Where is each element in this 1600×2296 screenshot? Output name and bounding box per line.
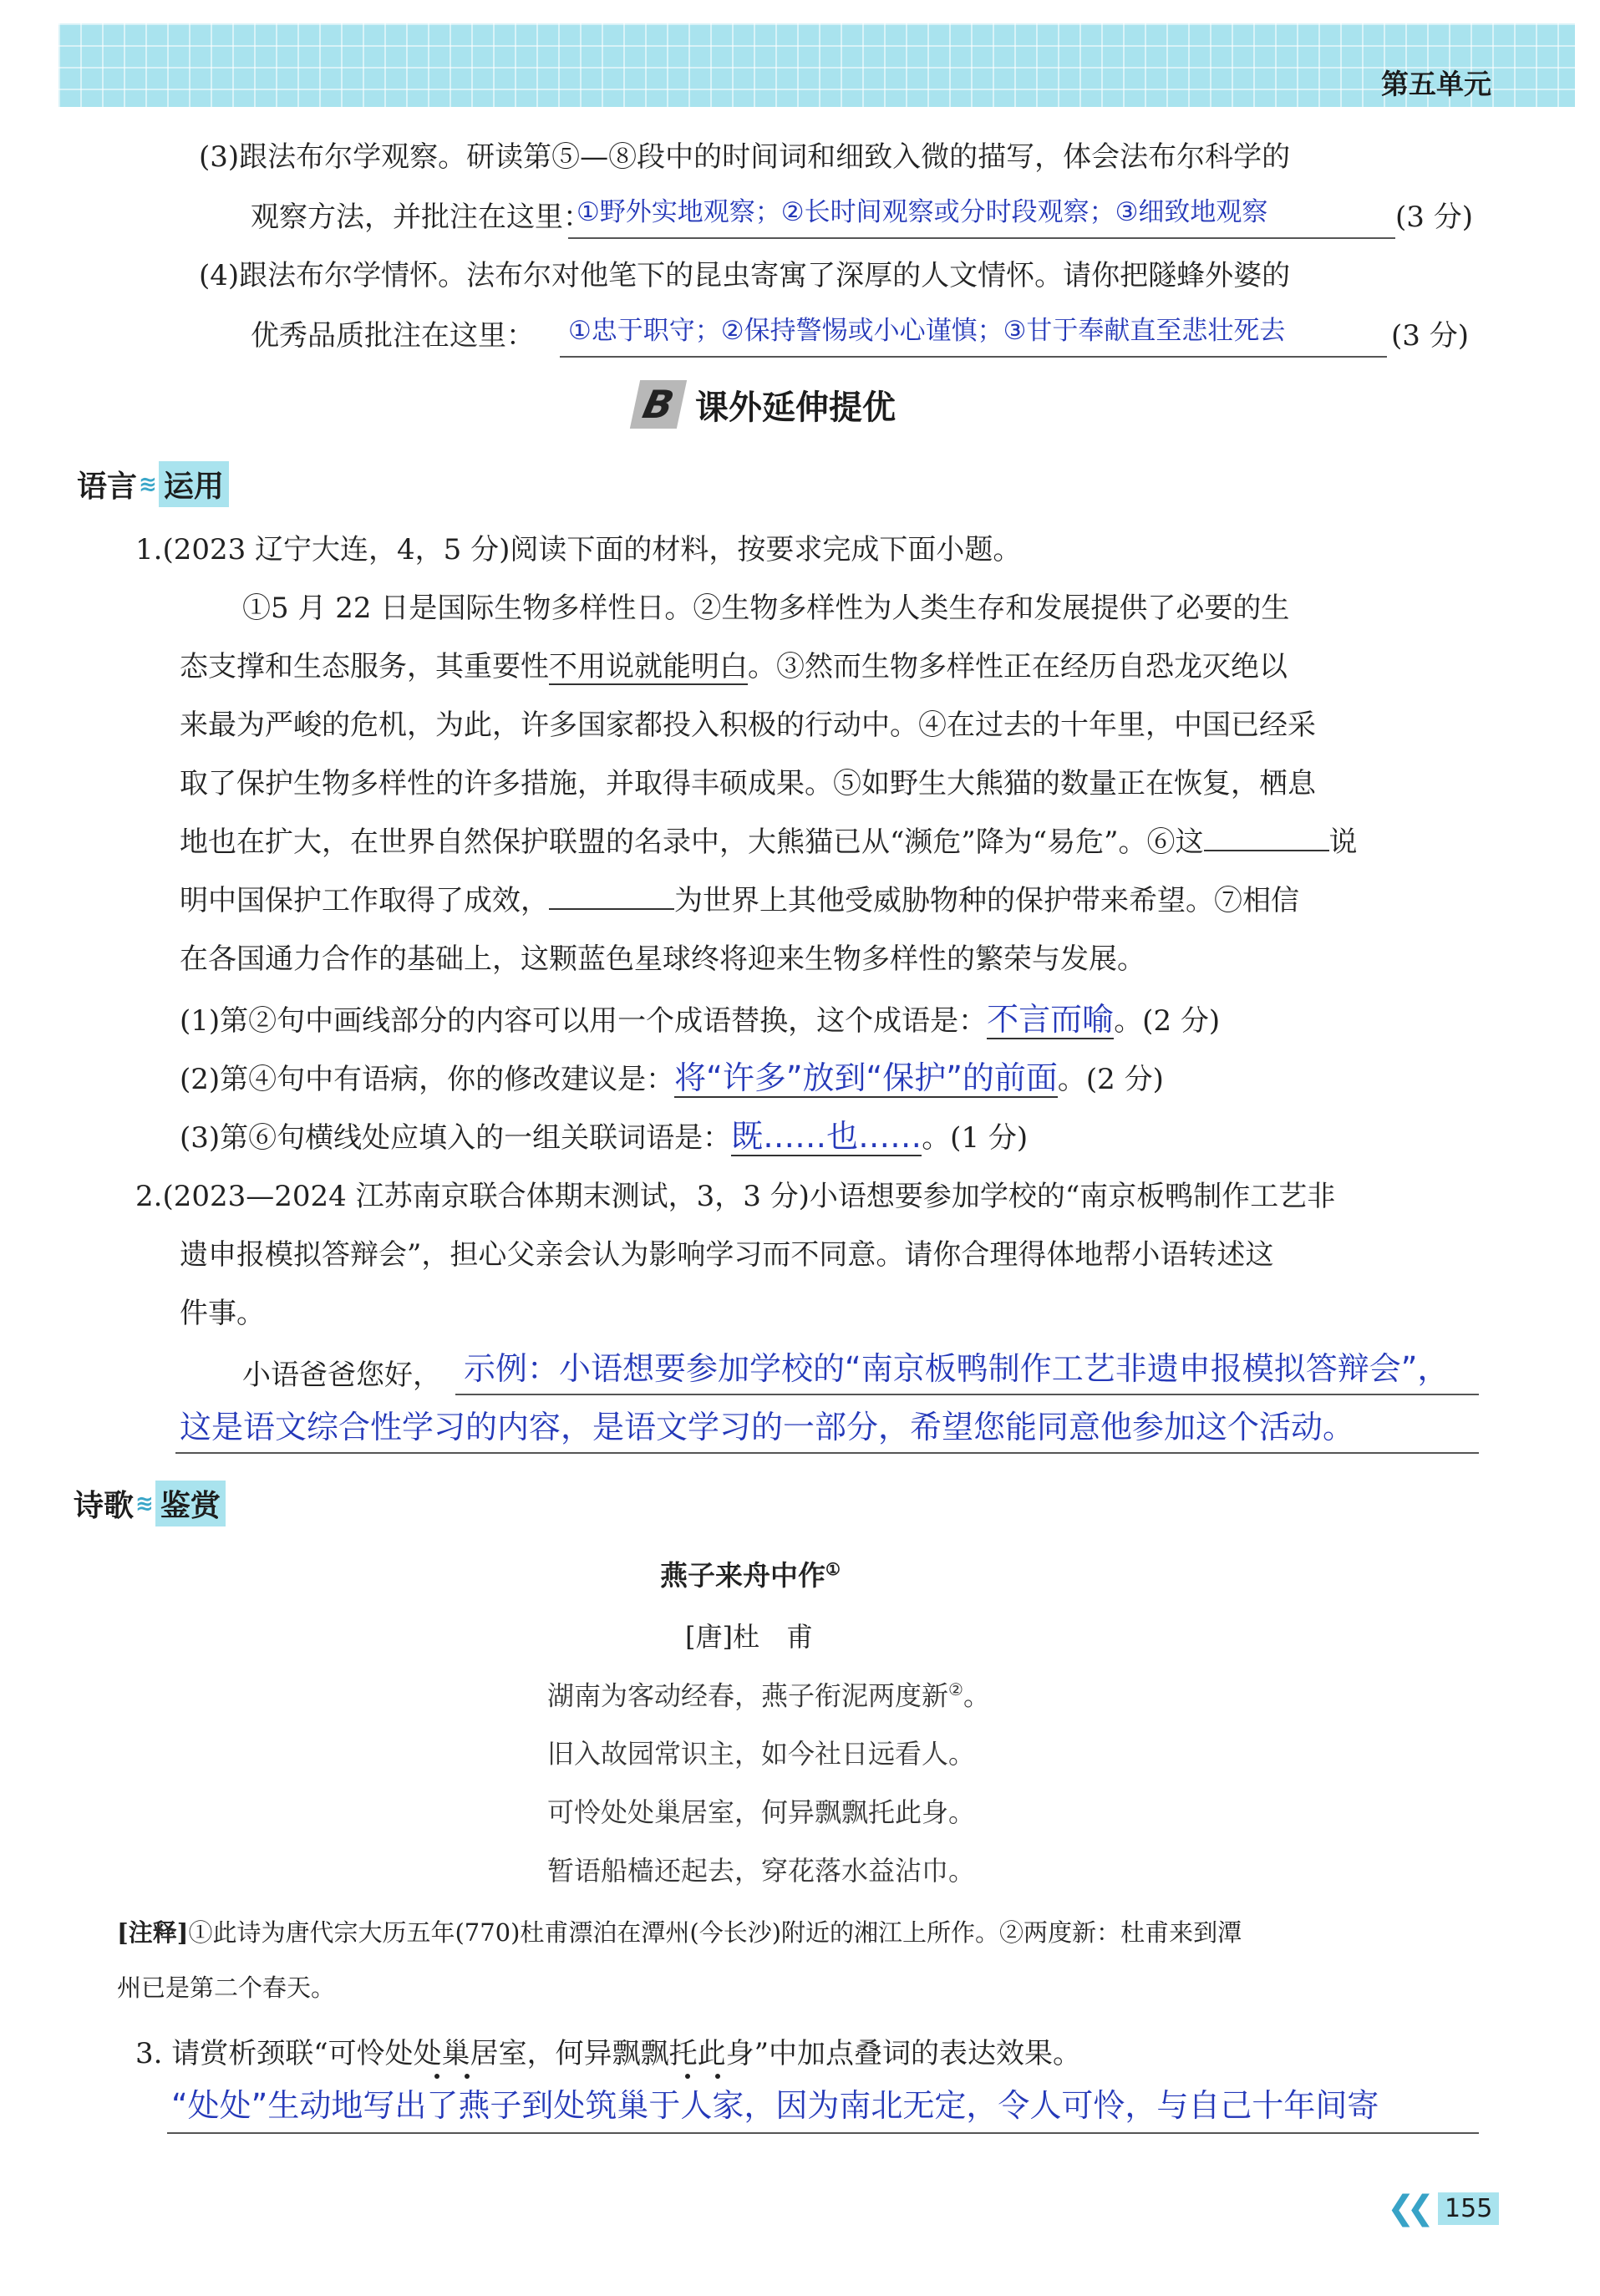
q1-para-line3: 来最为严峻的危机，为此，许多国家都投入积极的行动中。④在过去的十年里，中国已经采	[180, 709, 1316, 742]
poem-line3: 可怜处处巢居室，何异飘飘托此身。	[547, 1796, 976, 1828]
q2-answer-underline1	[455, 1394, 1479, 1395]
q2-greeting: 小语爸爸您好，	[242, 1359, 441, 1392]
q1-para-line2: 态支撑和生态服务，其重要性不用说就能明白。③然而生物多样性正在经历自恐龙灭绝以	[180, 650, 1288, 683]
blank-2	[549, 908, 674, 910]
q3-prompt-line1: (3)跟法布尔学观察。研读第⑤—⑧段中的时间词和细致入微的描写，体会法布尔科学的	[199, 140, 1291, 174]
poem-line4: 暂语船樯还起去，穿花落水益沾巾。	[547, 1855, 976, 1887]
wave-icon: ≋	[135, 1491, 154, 1516]
page-number-value: 155	[1438, 2192, 1499, 2225]
q2-line2: 遗申报模拟答辩会”，担心父亲会认为影响学习而不同意。请你合理得体地帮小语转述这	[180, 1238, 1274, 1272]
q3-answer-line	[568, 237, 1395, 239]
q1-sub3-answer: 既……也……	[731, 1118, 922, 1155]
q1-para-line5: 地也在扩大，在世界自然保护联盟的名录中，大熊猫已从“濒危”降为“易危”。⑥这 说	[180, 825, 1358, 859]
q1-sub2-answer: 将“许多”放到“保护”的前面	[674, 1059, 1058, 1096]
q1-para-line7: 在各国通力合作的基础上，这颗蓝色星球终将迎来生物多样性的繁荣与发展。	[180, 942, 1145, 976]
q2-line1: 2.(2023—2024 江苏南京联合体期末测试，3，3 分)小语想要参加学校的“南京板鸭制作工艺非	[135, 1180, 1336, 1213]
emphasis-dot	[465, 2074, 470, 2079]
q4-answer: ①忠于职守；②保持警惕或小心谨慎；③甘于奉献直至悲壮死去	[568, 316, 1286, 346]
q4-prompt-line1: (4)跟法布尔学情怀。法布尔对他笔下的昆虫寄寓了深厚的人文情怀。请你把隧蜂外婆的	[199, 259, 1291, 292]
poem-line1: 湖南为客动经春，燕子衔泥两度新②。	[547, 1679, 990, 1712]
q3-answer-underline	[167, 2132, 1479, 2134]
q3-answer: ①野外实地观察；②长时间观察或分时段观察；③细致地观察	[577, 197, 1268, 227]
category-label-a: 语言	[77, 470, 138, 504]
q1-para-line4: 取了保护生物多样性的许多措施，并取得丰硕成果。⑤如野生大熊猫的数量正在恢复，栖息	[180, 767, 1316, 800]
q2-answer-underline2	[175, 1452, 1479, 1454]
q4-answer-line	[560, 356, 1387, 358]
emphasis-dot	[715, 2074, 720, 2079]
section-b-badge: B	[630, 380, 687, 429]
q4-score: (3 分)	[1391, 319, 1469, 353]
poem-line2: 旧入故园常识主，如今社日远看人。	[547, 1738, 976, 1770]
emphasis-dot	[685, 2074, 690, 2079]
blank-1	[1204, 850, 1329, 851]
poem-author: [唐]杜 甫	[685, 1621, 813, 1653]
poem-title: 燕子来舟中作①	[660, 1559, 841, 1592]
q3-answer: “处处”生动地写出了燕子到处筑巢于人家，因为南北无定，令人可怜，与自己十年间寄	[171, 2087, 1379, 2124]
q2-line3: 件事。	[180, 1297, 265, 1330]
notes-line1: [注释]①此诗为唐代宗大历五年(770)杜甫漂泊在潭州(今长沙)附近的湘江上所作。②两度新：杜甫来到潭	[117, 1918, 1242, 1947]
section-b-title: 课外延伸提优	[695, 388, 896, 427]
underlined-phrase: 不用说就能明白	[549, 650, 748, 683]
page-number	[1387, 2189, 1499, 2227]
poem-category	[74, 1481, 226, 1526]
q4-prompt-line2: 优秀品质批注在这里：	[251, 319, 535, 353]
q3-score: (3 分)	[1395, 201, 1473, 234]
category-label-b: 运用	[159, 461, 229, 507]
category-label-b: 鉴赏	[155, 1481, 226, 1526]
q1-sub2: (2)第④句中有语病，你的修改建议是：将“许多”放到“保护”的前面。(2 分)	[180, 1059, 1164, 1096]
q2-answer-line2: 这是语文综合性学习的内容，是语文学习的一部分，希望您能同意他参加这个活动。	[180, 1409, 1355, 1445]
q1-intro: 1.(2023 辽宁大连，4，5 分)阅读下面的材料，按要求完成下面小题。	[135, 533, 1022, 566]
q1-sub3: (3)第⑥句横线处应填入的一组关联词语是：既……也……。(1 分)	[180, 1118, 1029, 1155]
section-b-heading	[635, 376, 896, 433]
q1-sub1-answer: 不言而喻	[987, 1001, 1115, 1038]
wave-icon: ≋	[139, 471, 157, 497]
q1-para-line1: ①5 月 22 日是国际生物多样性日。②生物多样性为人类生存和发展提供了必要的生	[242, 592, 1290, 625]
page-header-band	[58, 23, 1575, 107]
q1-sub1: (1)第②句中画线部分的内容可以用一个成语替换，这个成语是：不言而喻。(2 分)	[180, 1001, 1221, 1038]
unit-title: 第五单元	[1381, 68, 1491, 100]
q3-prompt-line2: 观察方法，并批注在这里：	[251, 201, 592, 234]
category-label-a: 诗歌	[74, 1489, 135, 1523]
q2-answer-line1: 示例：小语想要参加学校的“南京板鸭制作工艺非遗申报模拟答辩会”，	[464, 1350, 1450, 1387]
q3-question: 3. 请赏析颈联“可怜处处巢居室，何异飘飘托此身”中加点叠词的表达效果。	[135, 2037, 1082, 2070]
q1-para-line6: 明中国保护工作取得了成效， 为世界上其他受威胁物种的保护带来希望。⑦相信	[180, 884, 1299, 917]
language-category	[77, 461, 229, 507]
double-chevron-left-icon: ❮❮	[1387, 2189, 1427, 2227]
emphasis-dot	[434, 2074, 439, 2079]
notes-line2: 州已是第二个春天。	[117, 1973, 336, 2002]
